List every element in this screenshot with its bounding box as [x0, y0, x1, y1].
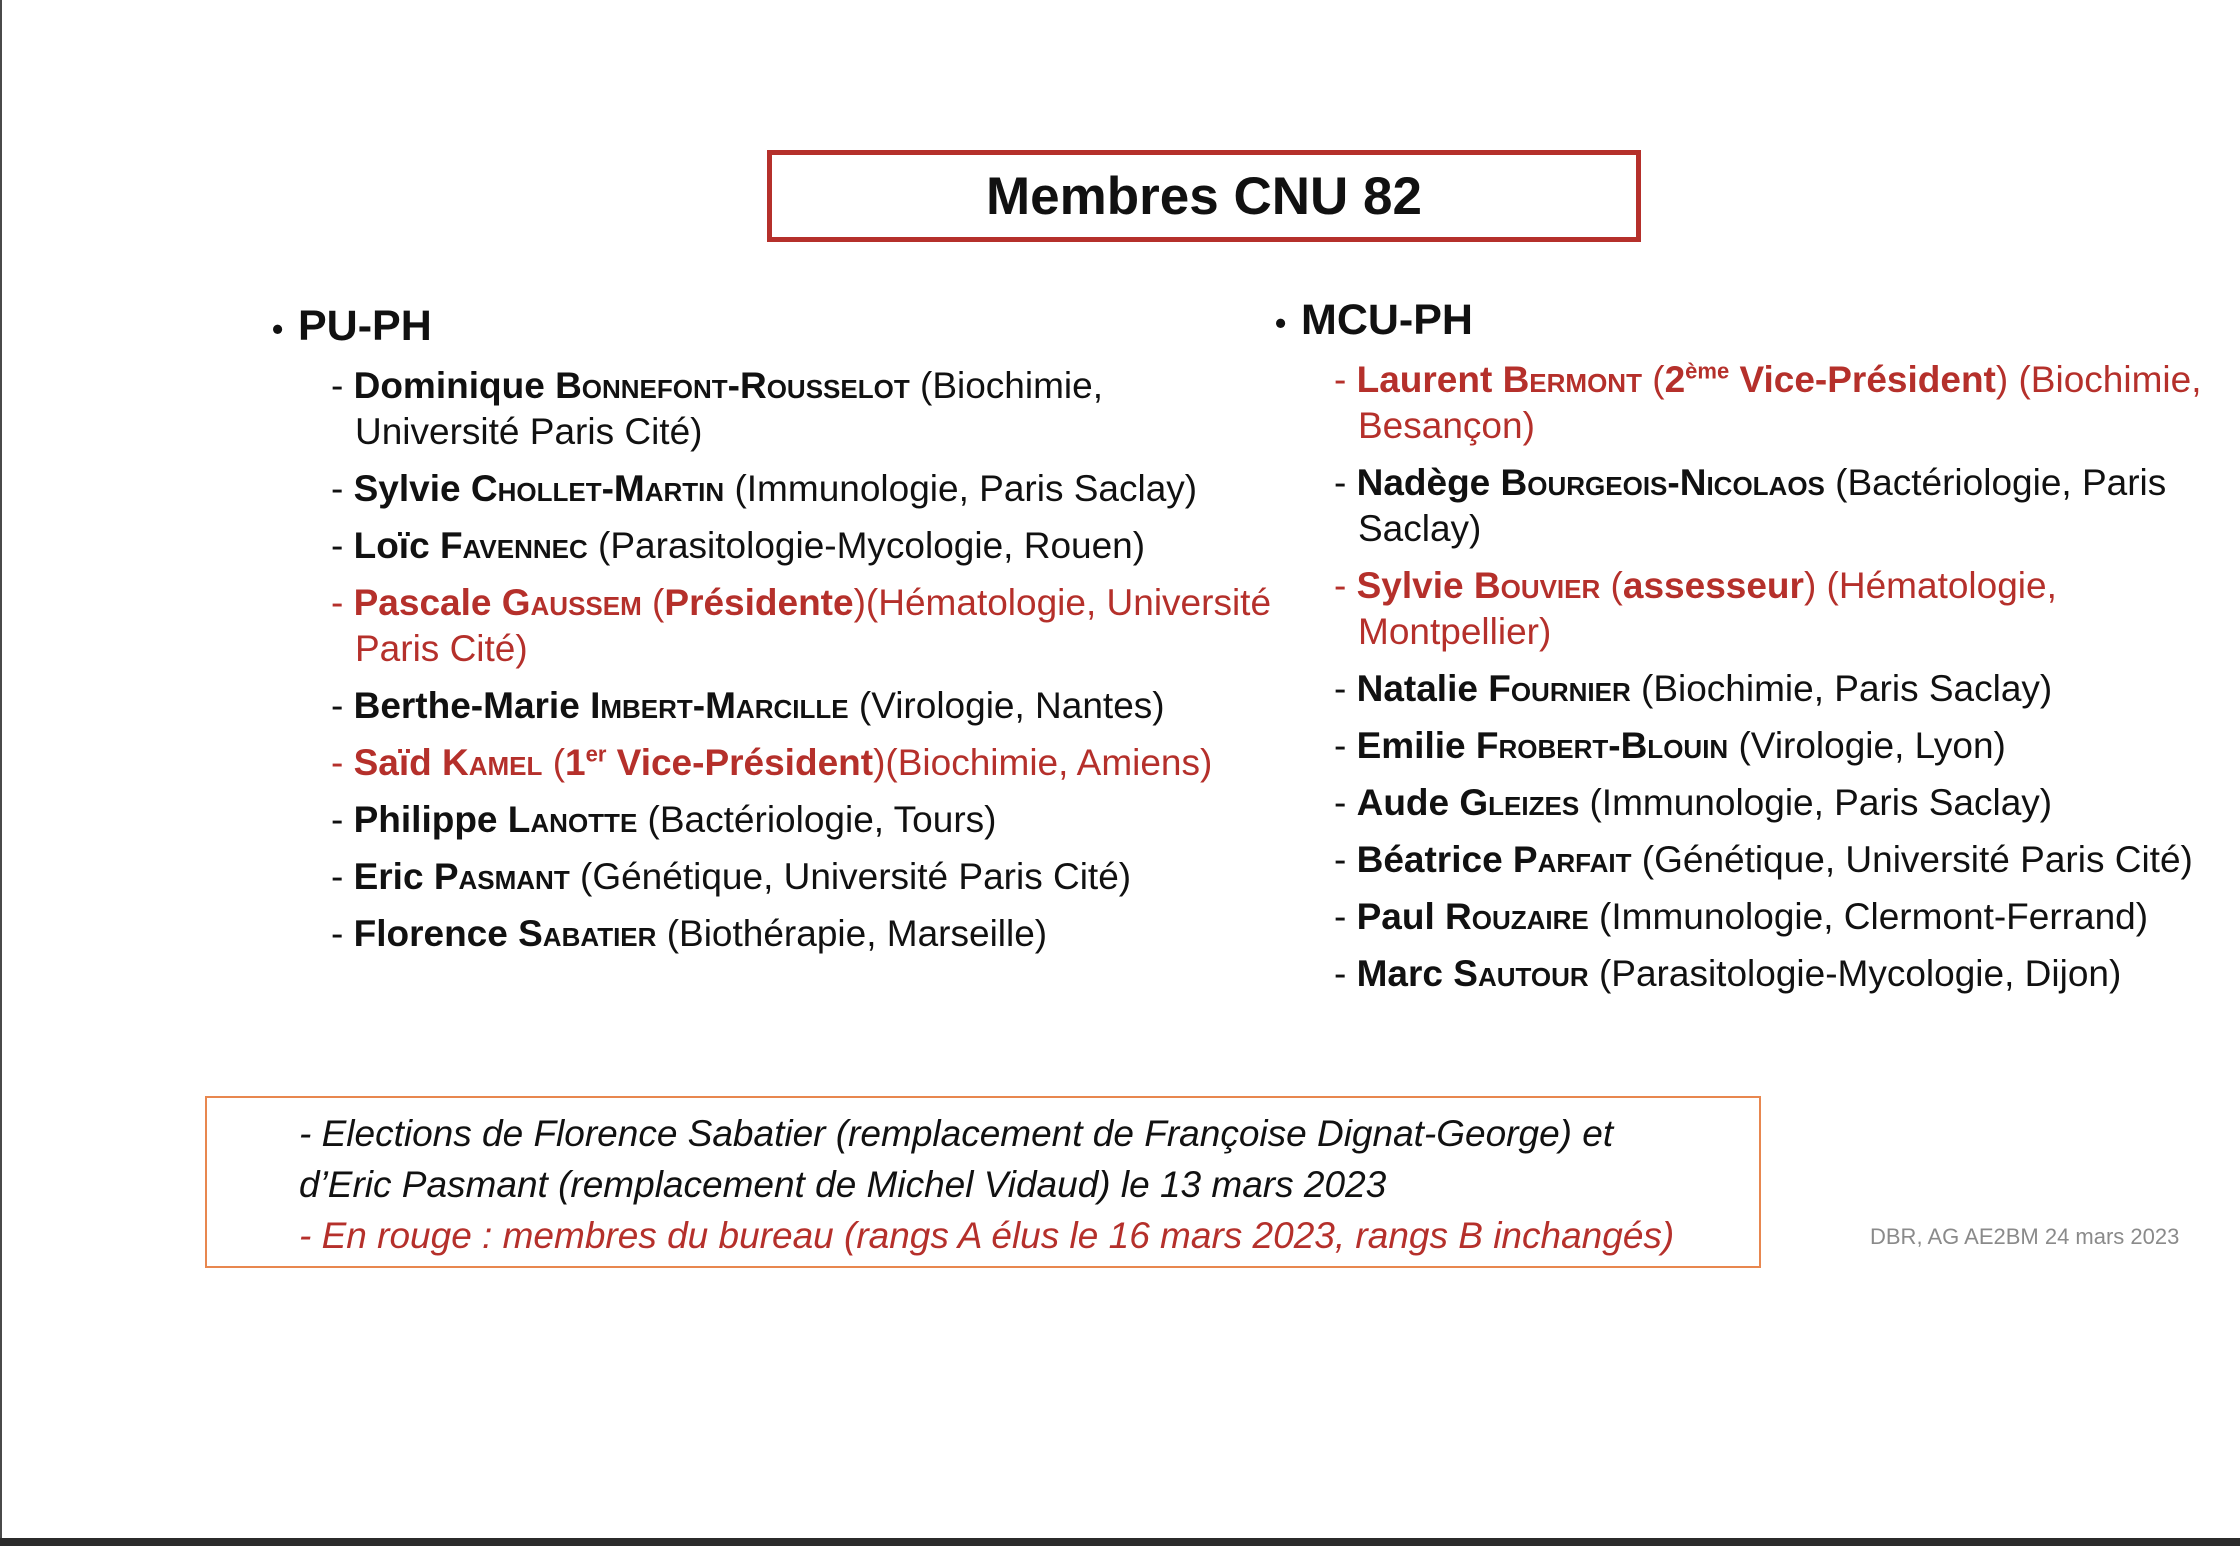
member-role — [565, 742, 873, 783]
member-first-name: Béatrice — [1356, 838, 1503, 880]
member-role-number: 1 — [565, 741, 586, 783]
member-affiliation: (Immunologie, Clermont-Ferrand) — [1588, 895, 2149, 937]
member-first-name: Eric — [353, 855, 424, 897]
member-first-name: Emilie — [1356, 724, 1466, 766]
member-dash: - — [331, 524, 354, 566]
member-first-name: Florence — [353, 912, 508, 954]
member-dash: - — [1334, 358, 1357, 400]
member-affiliation: (Biochimie, Paris Saclay) — [1630, 667, 2053, 709]
member-item — [314, 523, 1272, 569]
window-bottom-bar — [0, 1538, 2240, 1546]
member-item — [1317, 563, 2215, 655]
member-affiliation: (Bactériologie, Paris Saclay) — [1358, 461, 2167, 549]
note-line-2: d’Eric Pasmant (remplacement de Michel Vidaud) le 13 mars 2023 — [299, 1164, 1387, 1205]
member-item — [314, 683, 1272, 729]
member-role-open: ( — [1600, 564, 1623, 606]
member-role — [1665, 359, 1996, 400]
member-first-name: Aude — [1356, 781, 1450, 823]
mcu-ph-heading-text: MCU-PH — [1301, 296, 1473, 344]
member-first-name: Natalie — [1356, 667, 1478, 709]
member-item — [314, 797, 1272, 843]
member-item — [1317, 357, 2215, 449]
member-role-title: Vice-Président — [606, 741, 874, 783]
member-last-name: Pasmant — [433, 855, 570, 897]
member-item — [1317, 951, 2215, 997]
member-last-name: Gleizes — [1459, 781, 1580, 823]
member-last-name: Kamel — [442, 741, 543, 783]
slide-title — [767, 150, 1641, 242]
member-affiliation: (Génétique, Université Paris Cité) — [569, 855, 1132, 897]
member-role-close: ) — [1803, 564, 1817, 606]
member-role-title: Vice-Président — [1729, 358, 1996, 400]
member-first-name: Sylvie — [1356, 564, 1464, 606]
member-last-name: Imbert-Marcille — [590, 684, 849, 726]
member-dash: - — [331, 855, 354, 897]
member-affiliation: (Bactériologie, Tours) — [637, 798, 997, 840]
pu-ph-heading — [272, 298, 1272, 357]
member-role-open: ( — [542, 741, 566, 783]
member-item — [314, 854, 1272, 900]
member-last-name: Bonnefont-Rousselot — [555, 364, 910, 406]
member-dash: - — [1334, 724, 1357, 766]
member-affiliation: (Virologie, Nantes) — [848, 684, 1165, 726]
member-affiliation: (Parasitologie-Mycologie, Dijon) — [1588, 952, 2122, 994]
member-item — [1317, 723, 2215, 769]
member-dash: - — [1334, 952, 1357, 994]
member-role — [1623, 565, 1804, 606]
member-first-name: Saïd — [353, 741, 432, 783]
member-last-name: Bouvier — [1473, 564, 1601, 606]
member-item — [314, 911, 1272, 957]
member-affiliation: (Biochimie, Besançon) — [1358, 358, 2202, 446]
election-note-box — [205, 1096, 1761, 1268]
member-first-name: Dominique — [353, 364, 545, 406]
member-first-name: Nadège — [1356, 461, 1491, 503]
member-last-name: Bermont — [1502, 358, 1642, 400]
member-item — [314, 466, 1272, 512]
member-item — [1317, 894, 2215, 940]
member-last-name: Rouzaire — [1445, 895, 1589, 937]
member-dash: - — [331, 798, 354, 840]
member-role-number: 2 — [1664, 358, 1686, 400]
member-dash: - — [331, 912, 354, 954]
member-last-name: Gaussem — [501, 581, 642, 623]
member-role-open: ( — [1641, 358, 1665, 400]
member-first-name: Sylvie — [353, 467, 461, 509]
member-item — [1317, 780, 2215, 826]
member-affiliation: (Biochimie, Amiens) — [885, 741, 1213, 783]
member-last-name: Favennec — [439, 524, 588, 566]
member-last-name: Bourgeois-Nicolaos — [1500, 461, 1825, 503]
member-role-open: ( — [641, 581, 665, 623]
footer-credit: DBR, AG AE2BM 24 mars 2023 — [1870, 1224, 2180, 1249]
member-item — [314, 363, 1272, 455]
member-affiliation: (Hématologie, Université Paris Cité) — [355, 581, 1272, 669]
member-item — [314, 580, 1272, 672]
member-dash: - — [331, 364, 354, 406]
member-dash: - — [1334, 781, 1357, 823]
member-first-name: Paul — [1356, 895, 1435, 937]
member-dash: - — [331, 581, 354, 623]
member-role-close: ) — [1995, 358, 2009, 400]
member-affiliation: (Biochimie, Université Paris Cité) — [355, 364, 1103, 452]
member-first-name: Loïc — [353, 524, 430, 566]
member-first-name: Laurent — [1356, 358, 1493, 400]
member-dash: - — [331, 741, 354, 783]
member-dash: - — [1334, 667, 1357, 709]
member-affiliation: (Virologie, Lyon) — [1728, 724, 2006, 766]
member-dash: - — [1334, 838, 1357, 880]
slide-left-border — [0, 0, 2, 1540]
member-affiliation: (Immunologie, Paris Saclay) — [1579, 781, 2053, 823]
mcu-ph-member-list — [1275, 357, 2215, 997]
member-dash: - — [331, 467, 354, 509]
bullet-icon: • — [272, 310, 284, 347]
member-last-name: Parfait — [1512, 838, 1632, 880]
member-role-title: assesseur — [1622, 564, 1804, 606]
note-line-3: - En rouge : membres du bureau (rangs A élus le 16 mars 2023, rangs B inchangés) — [299, 1215, 1675, 1256]
member-role-close: ) — [873, 741, 886, 783]
member-first-name: Philippe — [353, 798, 498, 840]
pu-ph-heading-text: PU-PH — [298, 302, 432, 350]
member-role — [664, 582, 853, 623]
bullet-icon: • — [1275, 304, 1287, 341]
member-item — [1317, 460, 2215, 552]
member-first-name: Berthe-Marie — [353, 684, 580, 726]
member-item — [1317, 837, 2215, 883]
member-role-ordinal: er — [585, 741, 607, 767]
member-affiliation: (Parasitologie-Mycologie, Rouen) — [587, 524, 1146, 566]
member-item — [314, 740, 1272, 786]
member-affiliation: (Hématologie, Montpellier) — [1358, 564, 2057, 652]
mcu-ph-column — [1275, 292, 2215, 1008]
member-affiliation: (Immunologie, Paris Saclay) — [724, 467, 1198, 509]
member-role-title: Présidente — [664, 581, 854, 623]
member-affiliation: (Génétique, Université Paris Cité) — [1631, 838, 2193, 880]
member-dash: - — [1334, 895, 1357, 937]
member-last-name: Fournier — [1488, 667, 1631, 709]
member-last-name: Chollet-Martin — [470, 467, 725, 509]
member-dash: - — [1334, 564, 1357, 606]
member-affiliation: (Biothérapie, Marseille) — [656, 912, 1048, 954]
pu-ph-column — [272, 298, 1272, 968]
pu-ph-member-list — [272, 363, 1272, 957]
member-last-name: Sabatier — [518, 912, 657, 954]
member-role-close: ) — [853, 581, 866, 623]
member-last-name: Sautour — [1453, 952, 1589, 994]
member-last-name: Frobert-Blouin — [1475, 724, 1729, 766]
member-last-name: Lanotte — [507, 798, 638, 840]
member-first-name: Pascale — [353, 581, 492, 623]
member-dash: - — [331, 684, 354, 726]
member-first-name: Marc — [1356, 952, 1443, 994]
mcu-ph-heading — [1275, 292, 2215, 351]
member-dash: - — [1334, 461, 1357, 503]
note-line-1: - Elections de Florence Sabatier (remplacement de Françoise Dignat-George) et — [299, 1113, 1614, 1154]
member-item — [1317, 666, 2215, 712]
slide-title-text: Membres CNU 82 — [986, 166, 1422, 226]
member-role-ordinal: ème — [1685, 358, 1730, 384]
